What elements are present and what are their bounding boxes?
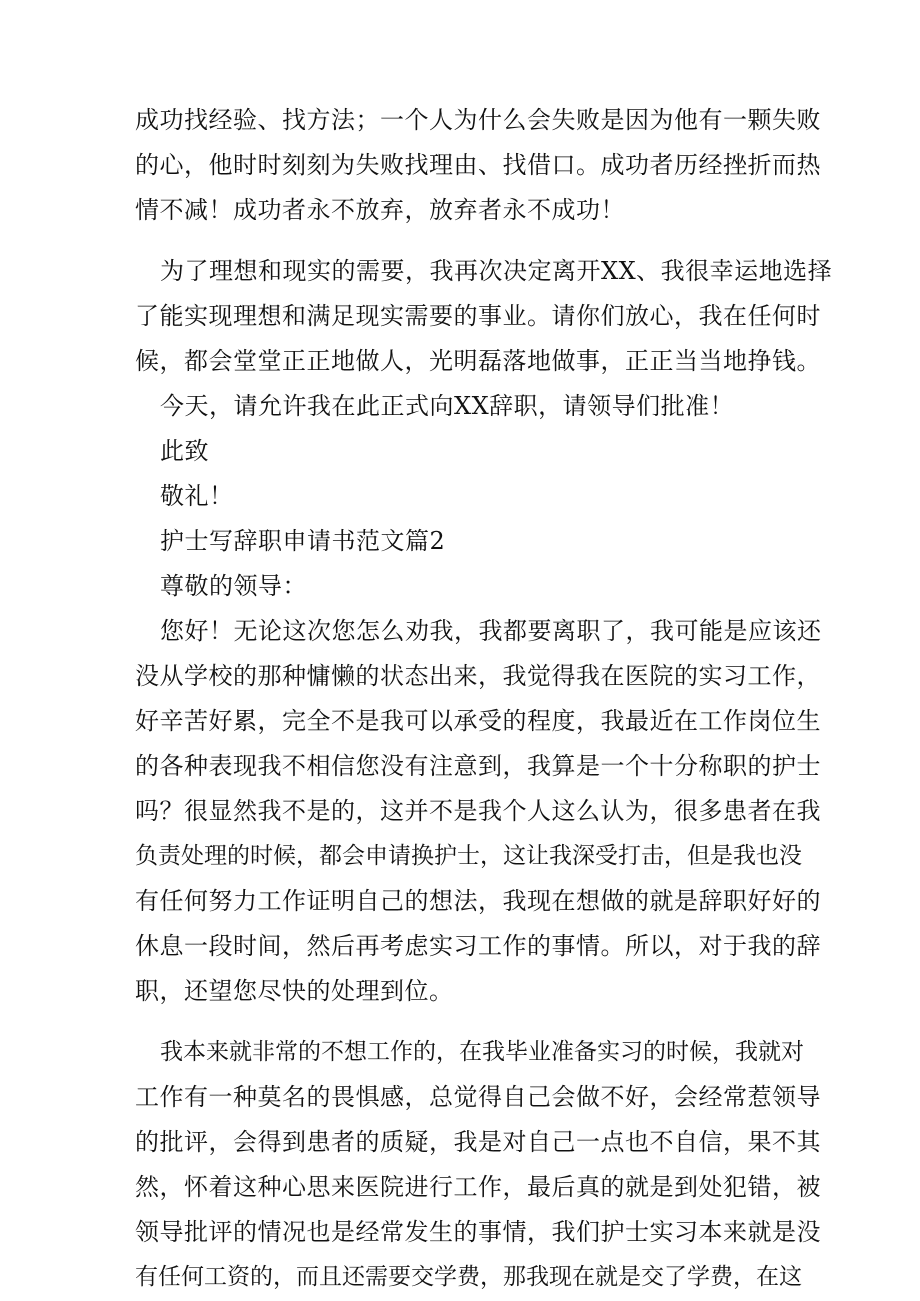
text-line: 吗？很显然我不是的，这并不是我个人这么认为，很多患者在我 xyxy=(135,797,821,825)
text-line: 职，还望您尽快的处理到位。 xyxy=(135,977,454,1005)
text-line: 了能实现理想和满足现实需要的事业。请你们放心，我在任何时 xyxy=(135,302,821,330)
text-line: 候，都会堂堂正正地做人，光明磊落地做事，正正当当地挣钱。 xyxy=(135,347,821,375)
text-line: 好辛苦好累，完全不是我可以承受的程度，我最近在工作岗位生 xyxy=(135,707,821,735)
text-line: 没从学校的那种慵懒的状态出来，我觉得我在医院的实习工作， xyxy=(135,662,821,690)
text-line: 休息一段时间，然后再考虑实习工作的事情。所以，对于我的辞 xyxy=(135,932,821,960)
text-line: 情不减！成功者永不放弃，放弃者永不成功！ xyxy=(135,196,625,224)
text-line: 有任何努力工作证明自己的想法，我现在想做的就是辞职好好的 xyxy=(135,887,821,915)
closing-salutation: 敬礼！ xyxy=(160,482,234,510)
text-line: 的批评，会得到患者的质疑，我是对自己一点也不自信，果不其 xyxy=(135,1128,821,1156)
section-title: 护士写辞职申请书范文篇2 xyxy=(160,527,446,555)
text-line: 领导批评的情况也是经常发生的事情，我们护士实习本来就是没 xyxy=(135,1218,821,1246)
text-line: 工作有一种莫名的畏惧感，总觉得自己会做不好，会经常惹领导 xyxy=(135,1083,821,1111)
paragraph-first-line: 今天，请允许我在此正式向XX辞职，请领导们批准！ xyxy=(160,392,735,420)
text-line: 负责处理的时候，都会申请换护士，这让我深受打击，但是我也没 xyxy=(135,843,802,869)
text-line: 成功找经验、找方法；一个人为什么会失败是因为他有一颗失败 xyxy=(135,106,821,134)
text-line: 有任何工资的，而且还需要交学费，那我现在就是交了学费，在这 xyxy=(135,1264,802,1290)
paragraph-first-line: 您好！无论这次您怎么劝我，我都要离职了，我可能是应该还 xyxy=(160,617,822,645)
text-line: 然，怀着这种心思来医院进行工作，最后真的就是到处犯错，被 xyxy=(135,1173,821,1201)
paragraph-first-line: 我本来就非常的不想工作的，在我毕业准备实习的时候，我就对 xyxy=(160,1039,804,1065)
paragraph-first-line: 为了理想和现实的需要，我再次决定离开XX、我很幸运地选择 xyxy=(160,257,833,285)
greeting: 尊敬的领导： xyxy=(160,572,307,600)
closing-salutation: 此致 xyxy=(160,437,209,465)
text-line: 的各种表现我不相信您没有注意到，我算是一个十分称职的护士 xyxy=(135,752,821,780)
text-line: 的心，他时时刻刻为失败找理由、找借口。成功者历经挫折而热 xyxy=(135,151,821,179)
